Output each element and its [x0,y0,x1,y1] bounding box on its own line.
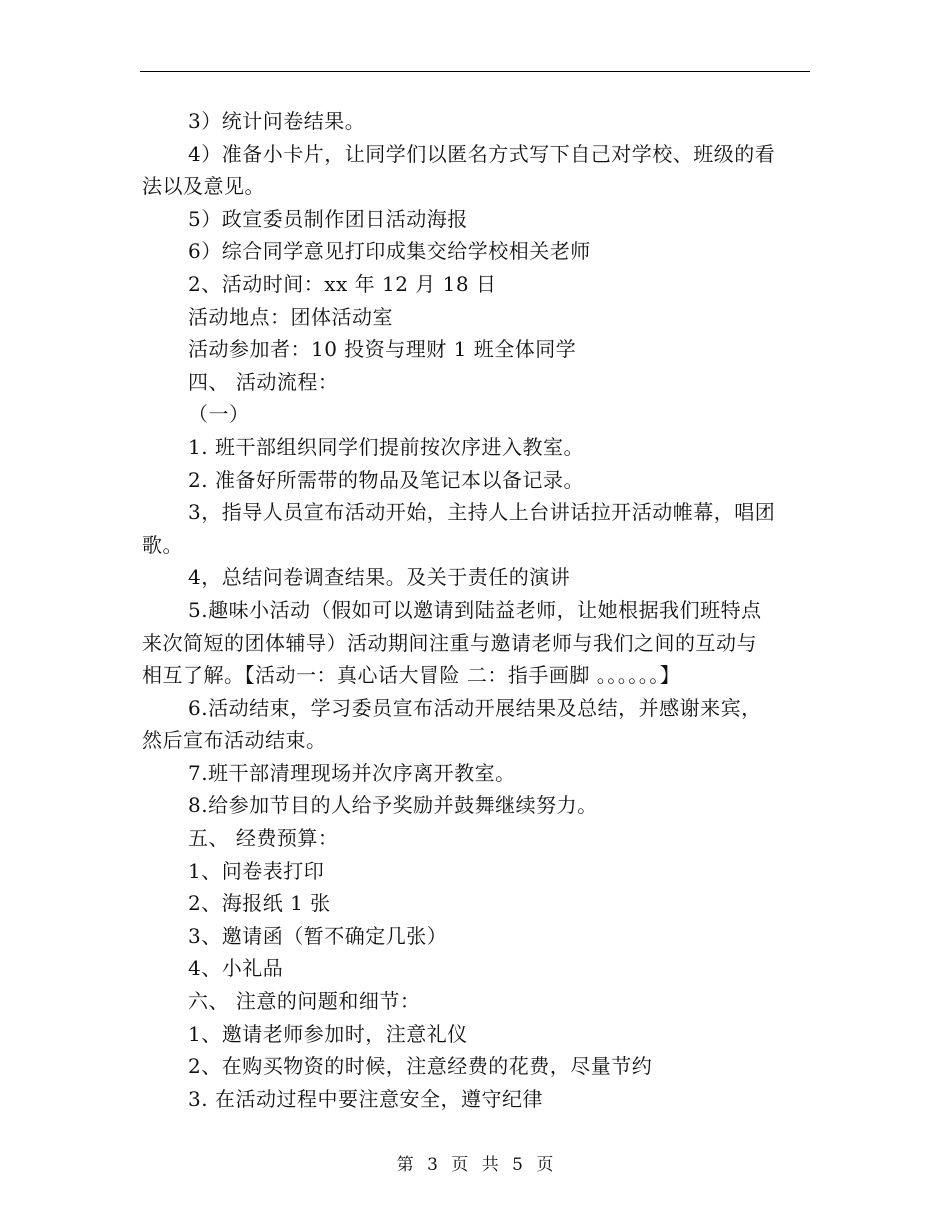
document-body [142,105,812,1115]
footer-label-di: 第 [396,1155,414,1175]
text-line: 2、活动时间：xx 年 12 月 18 日 [188,271,497,296]
text-line: 6.活动结束，学习委员宣布活动开展结果及总结，并感谢来宾， [188,695,762,720]
footer-current-page: 3 [427,1155,438,1175]
footer-total-pages: 5 [512,1155,523,1175]
text-line: 4、小礼品 [188,956,284,981]
header-rule [140,71,810,72]
text-line: 六、 注意的问题和细节： [188,989,421,1014]
text-line: 五、 经费预算： [188,826,339,851]
text-line: 3. 在活动过程中要注意安全，遵守纪律 [188,1086,543,1111]
text-line: 7.班干部清理现场并次序离开教室。 [188,760,516,785]
text-line: 相互了解。【活动一：真心话大冒险 二：指手画脚 。。。。。。】 [142,663,681,688]
footer-label-ye: 页 [451,1155,469,1175]
page-footer [0,1153,950,1177]
text-line: 8.给参加节目的人给予奖励并鼓舞继续努力。 [188,793,598,818]
text-line: 然后宣布活动结束。 [142,728,327,753]
text-line: 5）政宣委员制作团日活动海报 [188,206,468,231]
text-line: （一） [188,402,250,427]
text-line: 6）综合同学意见打印成集交给学校相关老师 [188,239,591,264]
text-line: 1、问卷表打印 [188,858,325,883]
text-line: 1、邀请老师参加时，注意礼仪 [188,1021,468,1046]
text-line: 3，指导人员宣布活动开始，主持人上台讲话拉开活动帷幕，唱团 [188,500,776,525]
text-line: 2. 准备好所需带的物品及笔记本以备记录。 [188,467,584,492]
footer-label-ye2: 页 [536,1155,554,1175]
text-line: 2、在购买物资的时候，注意经费的花费，尽量节约 [188,1054,653,1079]
text-line: 5.趣味小活动（假如可以邀请到陆益老师，让她根据我们班特点 [188,597,762,622]
text-line: 歌。 [142,532,183,557]
text-line: 4）准备小卡片，让同学们以匿名方式写下自己对学校、班级的看 [188,141,776,166]
text-line: 3、邀请函（暂不确定几张） [188,923,448,948]
footer-label-gong: 共 [481,1155,499,1175]
text-line: 1. 班干部组织同学们提前按次序进入教室。 [188,434,584,459]
text-line: 活动地点：团体活动室 [188,304,393,329]
text-line: 4，总结问卷调查结果。及关于责任的演讲 [188,565,571,590]
text-line: 活动参加者：10 投资与理财 1 班全体同学 [188,337,577,362]
text-line: 3）统计问卷结果。 [188,109,366,133]
text-line: 法以及意见。 [142,174,265,199]
text-line: 2、海报纸 1 张 [188,891,331,916]
text-line: 四、 活动流程： [188,369,339,394]
text-line: 来次简短的团体辅导）活动期间注重与邀请老师与我们之间的互动与 [142,630,757,655]
